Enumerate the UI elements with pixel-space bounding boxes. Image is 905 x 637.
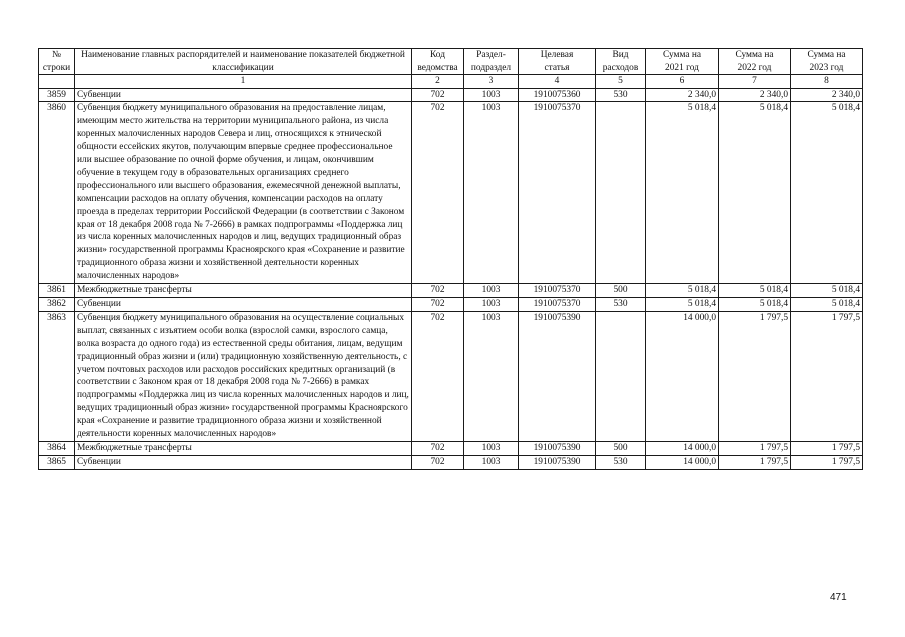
row-code: 702 [412,284,464,298]
table-row [39,311,863,441]
header-sum-2022: Сумма на 2022 год [719,49,791,75]
row-code: 702 [412,88,464,102]
table-row [39,298,863,312]
column-number-cell: 1 [75,75,412,89]
budget-table [38,48,863,470]
row-section: 1003 [464,455,519,469]
page-number: 471 [830,592,847,603]
row-number: 3863 [39,311,75,441]
column-number-cell: 2 [412,75,464,89]
row-sum-2021: 5 018,4 [646,284,719,298]
header-section: Раздел- подраздел [464,49,519,75]
row-target: 1910075370 [519,298,596,312]
header-sum-2023: Сумма на 2023 год [791,49,863,75]
row-type [596,311,646,441]
column-number-cell: 5 [596,75,646,89]
row-code: 702 [412,102,464,284]
row-sum-2021: 14 000,0 [646,441,719,455]
row-number: 3865 [39,455,75,469]
column-number-row [39,75,863,89]
row-sum-2023: 5 018,4 [791,284,863,298]
header-sum-2021: Сумма на 2021 год [646,49,719,75]
row-target: 1910075390 [519,455,596,469]
row-code: 702 [412,441,464,455]
row-sum-2022: 1 797,5 [719,455,791,469]
column-number-cell: 7 [719,75,791,89]
row-number: 3860 [39,102,75,284]
row-name: Субвенции [75,298,412,312]
column-number-cell: 3 [464,75,519,89]
row-name: Субвенция бюджету муниципального образования на осуществление социальных выплат, связанных с изъятием особи волка (взрослой самки, взрослого самца, волка возраста до одного года) из естественной среды обитания, лицам, ведущим традиционный образ жизни и (или) традиционную хозяйственную деятельность, с учетом почтовых расходов или расходов российских кредитных организаций (в соответствии с Законом края от 18 декабря 2008 года № 7-2666) в рамках подпрограммы «Поддержка лиц из числа коренных малочисленных народов и лиц, ведущих традиционный образ жизни» государственной программы Красноярского края «Сохранение и развитие традиционного образа жизни и хозяйственной деятельности коренных малочисленных народов» [75,311,412,441]
header-code: Код ведомства [412,49,464,75]
row-sum-2022: 2 340,0 [719,88,791,102]
header-name: Наименование главных распорядителей и наименование показателей бюджетной классификации [75,49,412,75]
row-sum-2023: 1 797,5 [791,455,863,469]
header-target: Целевая статья [519,49,596,75]
row-name: Межбюджетные трансферты [75,441,412,455]
row-type: 530 [596,455,646,469]
column-number-cell [39,75,75,89]
row-name: Субвенция бюджету муниципального образования на предоставление лицам, имеющим место жительства на территории муниципального района, из числа коренных малочисленных народов Севера и лиц, относящихся к этнической общности ессейских якутов, получающим впервые среднее профессиональное или высшее образование по очной форме обучения, и лицам, окончившим обучение в текущем году в образовательных организациях среднего профессионального или высшего образования, ежемесячной денежной выплаты, компенсации расходов на оплату обучения, компенсации расходов на оплату проезда в пределах территории Российской Федерации (в соответствии с Законом края от 18 декабря 2008 года № 7-2666) в рамках подпрограммы «Поддержка лиц из числа коренных малочисленных народов и лиц, ведущих традиционный образ жизни» государственной программы Красноярского края «Сохранение и развитие традиционного образа жизни и хозяйственной деятельности коренных малочисленных народов» [75,102,412,284]
row-sum-2022: 5 018,4 [719,102,791,284]
row-type [596,102,646,284]
table-row [39,284,863,298]
row-type: 530 [596,88,646,102]
row-number: 3861 [39,284,75,298]
row-sum-2023: 2 340,0 [791,88,863,102]
row-target: 1910075370 [519,102,596,284]
row-sum-2022: 1 797,5 [719,441,791,455]
column-number-cell: 8 [791,75,863,89]
row-number: 3864 [39,441,75,455]
row-type: 500 [596,284,646,298]
row-target: 1910075390 [519,441,596,455]
row-sum-2022: 5 018,4 [719,284,791,298]
row-target: 1910075360 [519,88,596,102]
header-row [39,49,863,75]
row-sum-2021: 14 000,0 [646,311,719,441]
column-number-cell: 6 [646,75,719,89]
row-target: 1910075370 [519,284,596,298]
row-sum-2023: 5 018,4 [791,298,863,312]
row-section: 1003 [464,102,519,284]
row-sum-2021: 14 000,0 [646,455,719,469]
table-row [39,441,863,455]
row-number: 3859 [39,88,75,102]
row-sum-2021: 5 018,4 [646,298,719,312]
row-sum-2022: 1 797,5 [719,311,791,441]
table-row [39,455,863,469]
row-name: Субвенции [75,88,412,102]
row-number: 3862 [39,298,75,312]
table-row [39,88,863,102]
row-target: 1910075390 [519,311,596,441]
row-section: 1003 [464,298,519,312]
row-code: 702 [412,298,464,312]
row-sum-2023: 5 018,4 [791,102,863,284]
header-num: № строки [39,49,75,75]
row-name: Субвенции [75,455,412,469]
row-sum-2021: 5 018,4 [646,102,719,284]
row-sum-2021: 2 340,0 [646,88,719,102]
table-row [39,102,863,284]
row-code: 702 [412,455,464,469]
row-code: 702 [412,311,464,441]
row-section: 1003 [464,441,519,455]
column-number-cell: 4 [519,75,596,89]
row-sum-2022: 5 018,4 [719,298,791,312]
row-section: 1003 [464,311,519,441]
row-sum-2023: 1 797,5 [791,441,863,455]
row-section: 1003 [464,284,519,298]
row-name: Межбюджетные трансферты [75,284,412,298]
row-type: 500 [596,441,646,455]
row-type: 530 [596,298,646,312]
row-section: 1003 [464,88,519,102]
header-type: Вид расходов [596,49,646,75]
row-sum-2023: 1 797,5 [791,311,863,441]
